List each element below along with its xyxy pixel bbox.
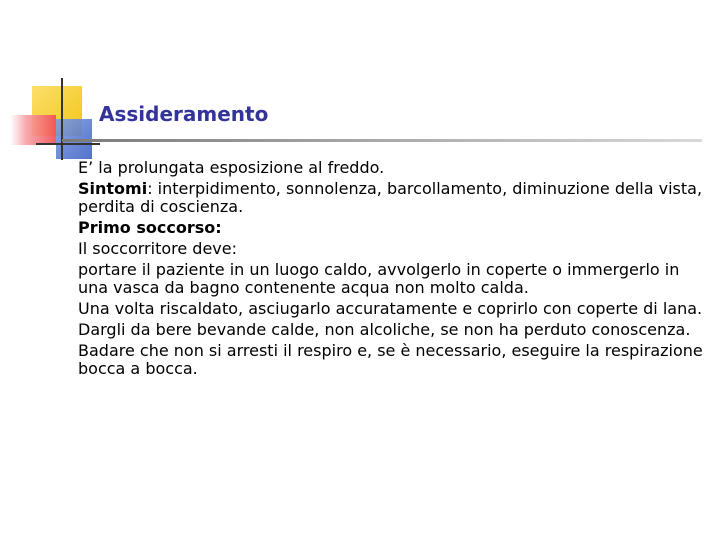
body-line-definition: E’ la prolungata esposizione al freddo. — [78, 158, 385, 177]
body-line-warm-place: portare il paziente in un luogo caldo, avvolgerlo in coperte o immergerlo in una vasca da bagno contenente acqua non molto calda. — [78, 260, 680, 297]
body-line-first-aid-heading: Primo soccorso: — [78, 218, 222, 237]
body-line-rescuer: Il soccorritore deve: — [78, 239, 237, 258]
symptoms-text: : interpidimento, sonnolenza, barcollamento, diminuzione della vista, perdita di coscienza. — [78, 179, 703, 216]
red-square — [10, 115, 56, 145]
slide-body — [78, 159, 708, 381]
body-line-symptoms — [78, 180, 708, 216]
symptoms-label: Sintomi — [78, 179, 148, 198]
body-line-dry-cover: Una volta riscaldato, asciugarlo accuratamente e coprirlo con coperte di lana. — [78, 299, 703, 318]
body-line-breathing: Badare che non si arresti il respiro e, se è necessario, eseguire la respirazione bocca a bocca. — [78, 341, 703, 378]
slide-title: Assideramento — [99, 102, 269, 126]
title-underline — [62, 139, 702, 142]
body-line-hot-drinks: Dargli da bere bevande calde, non alcoliche, se non ha perduto conoscenza. — [78, 320, 691, 339]
